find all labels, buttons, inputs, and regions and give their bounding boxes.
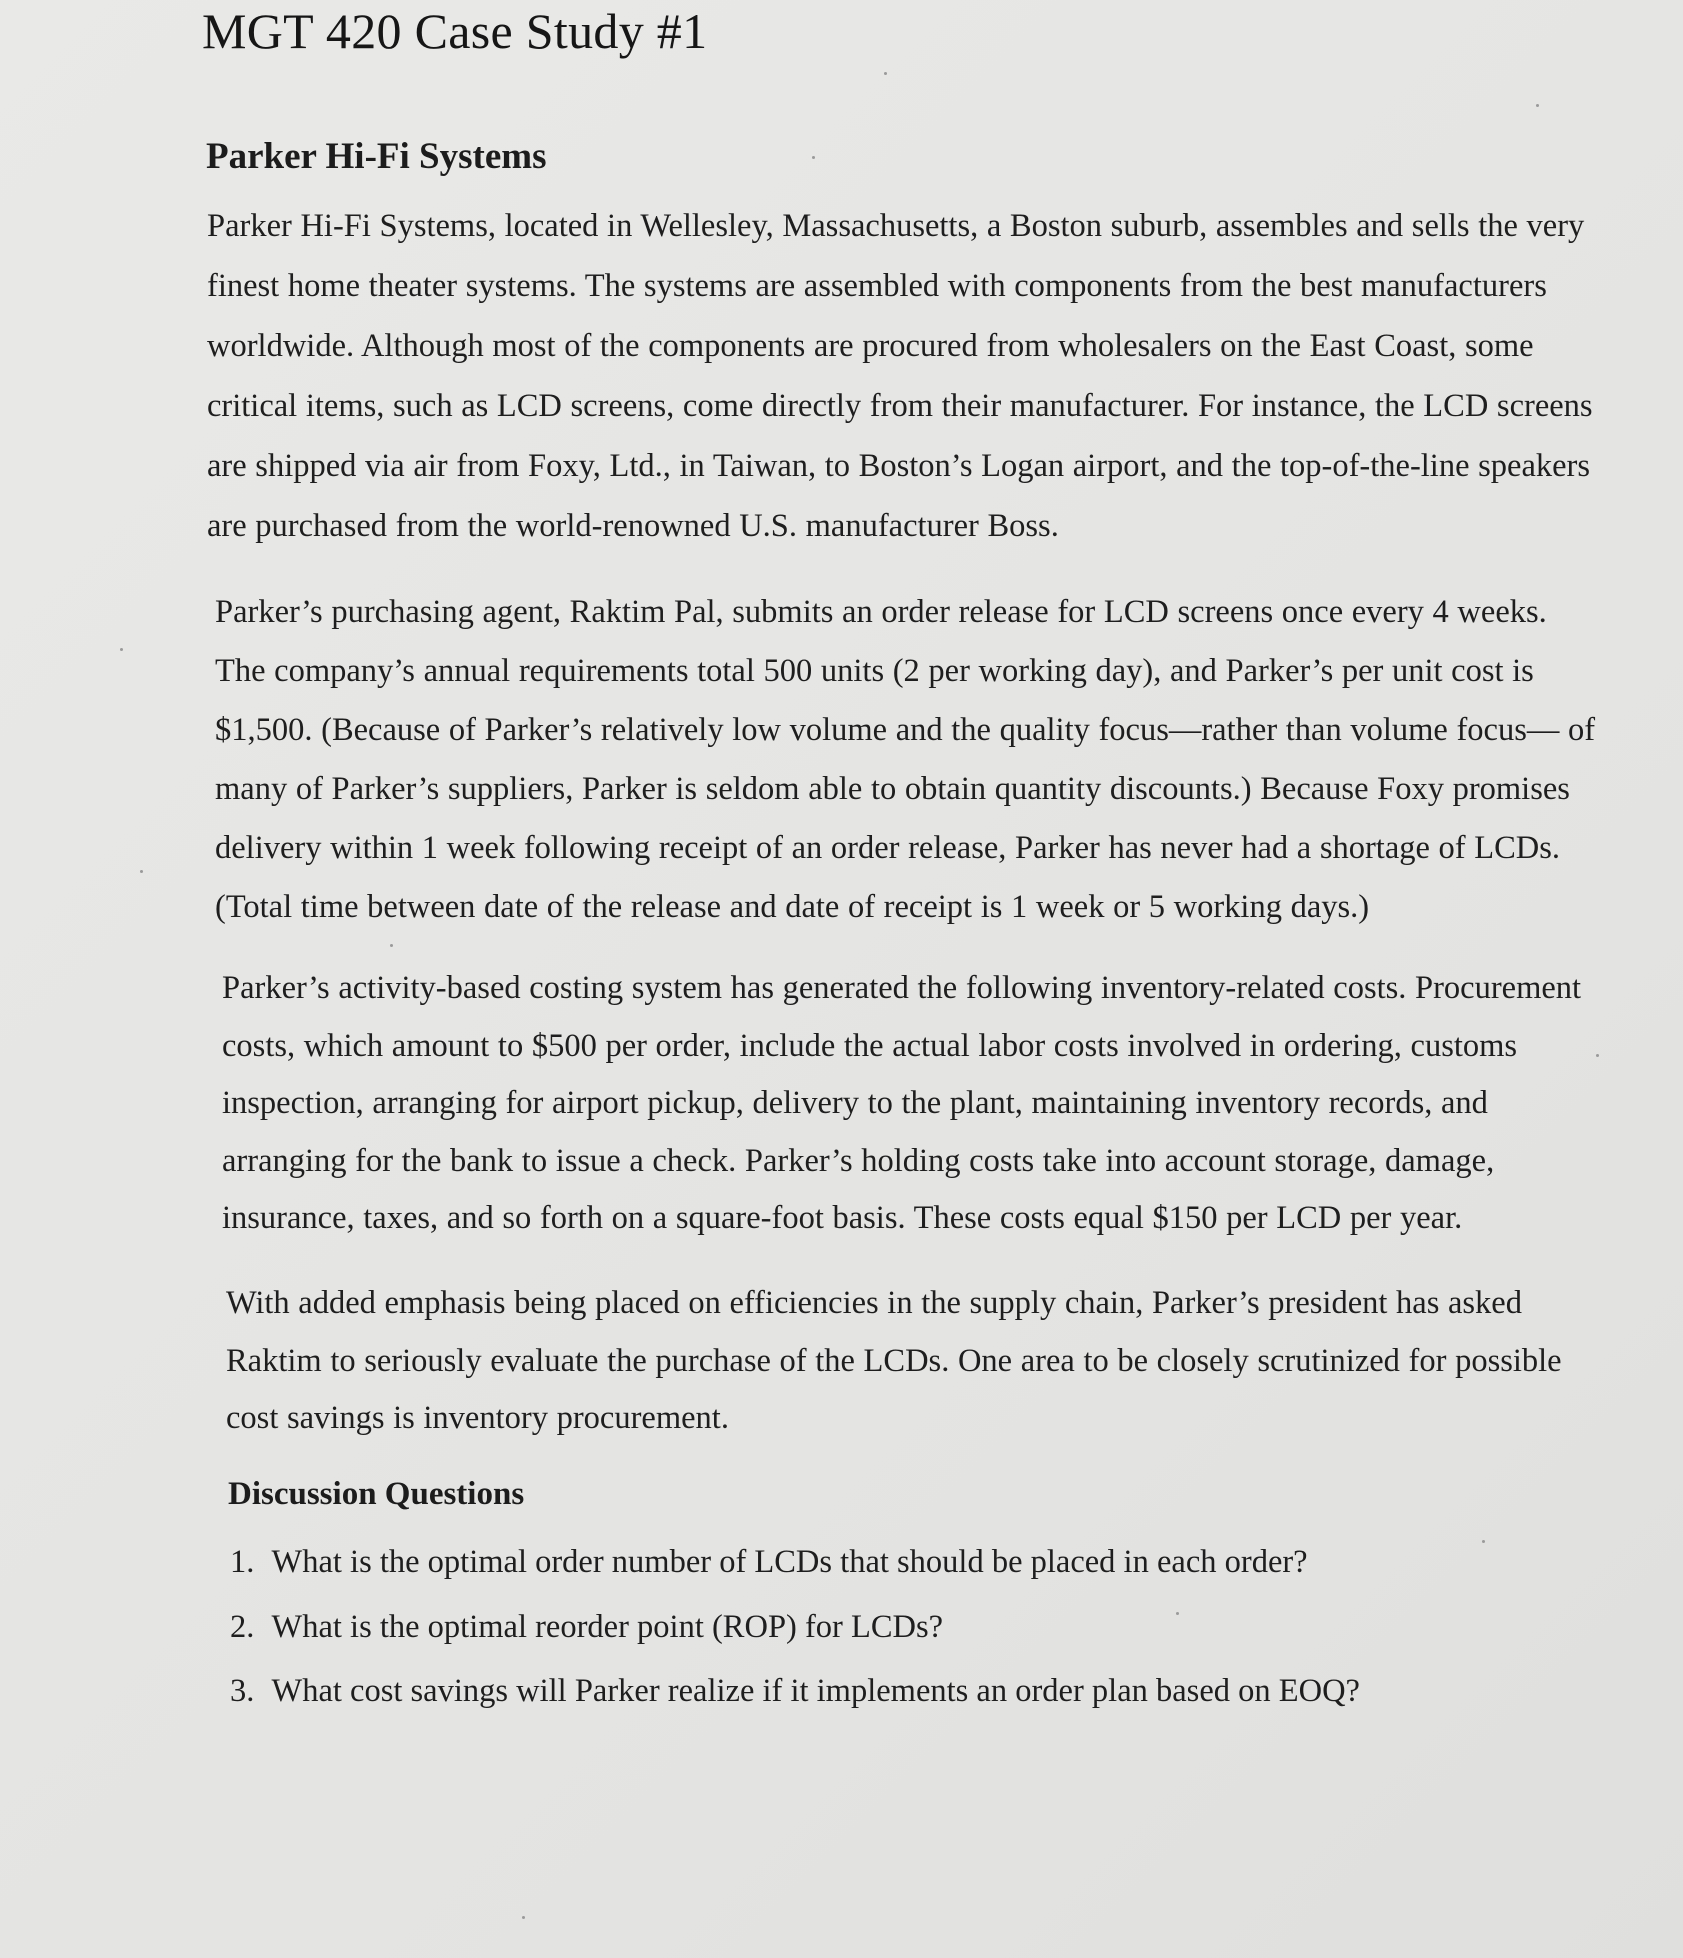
dust-speck [390, 944, 393, 947]
paragraph-emphasis [226, 1275, 1562, 1448]
question-item [230, 1602, 1360, 1667]
document-title: MGT 420 Case Study #1 [202, 3, 708, 59]
text-line: With added emphasis being placed on efficiencies in the supply chain, Parker’s president has asked [226, 1285, 1522, 1321]
dust-speck [1536, 104, 1539, 107]
case-heading: Parker Hi-Fi Systems [206, 136, 547, 177]
text-line: worldwide. Although most of the components are procured from wholesalers on the East Coast, some [207, 328, 1534, 364]
text-line: many of Parker’s suppliers, Parker is seldom able to obtain quantity discounts.) Because Foxy promises [215, 771, 1570, 807]
dust-speck [140, 870, 143, 873]
text-line: insurance, taxes, and so forth on a square-foot basis. These costs equal $150 per LCD per year. [222, 1200, 1463, 1236]
text-line: Raktim to seriously evaluate the purchase of the LCDs. One area to be closely scrutinized for possible [226, 1342, 1562, 1379]
paragraph-intro [207, 196, 1593, 556]
text-line: cost savings is inventory procurement. [226, 1400, 729, 1436]
dust-speck [812, 156, 815, 159]
question-item [230, 1666, 1360, 1731]
text-line: The company’s annual requirements total 500 units (2 per working day), and Parker’s per unit cost is [215, 653, 1534, 689]
discussion-questions-heading: Discussion Questions [228, 1476, 525, 1512]
text-line: Parker’s activity-based costing system has generated the following inventory-related costs. Procurement [222, 970, 1582, 1006]
question-text: What cost savings will Parker realize if it implements an order plan based on EOQ? [271, 1673, 1360, 1709]
text-line: costs, which amount to $500 per order, include the actual labor costs involved in ordering, customs [222, 1027, 1518, 1064]
text-line: critical items, such as LCD screens, come directly from their manufacturer. For instance, the LCD screens [207, 388, 1593, 424]
dust-speck [884, 72, 887, 75]
text-line: Parker Hi-Fi Systems, located in Wellesley, Massachusetts, a Boston suburb, assembles and sells the very [207, 208, 1585, 244]
discussion-questions-list [230, 1537, 1360, 1731]
question-item [230, 1537, 1360, 1602]
dust-speck [522, 1916, 525, 1919]
dust-speck [120, 648, 123, 651]
dust-speck [1482, 1540, 1485, 1543]
text-line: $1,500. (Because of Parker’s relatively low volume and the quality focus—rather than volume focus— of [215, 712, 1596, 748]
question-text: What is the optimal reorder point (ROP) for LCDs? [271, 1608, 944, 1645]
text-line: (Total time between date of the release and date of receipt is 1 week or 5 working days.) [215, 889, 1370, 925]
dust-speck [1176, 1612, 1179, 1615]
question-number: 3. [230, 1673, 255, 1709]
dust-speck [1596, 1054, 1599, 1057]
text-line: delivery within 1 week following receipt of an order release, Parker has never had a shortage of LCDs. [215, 830, 1561, 866]
question-text: What is the optimal order number of LCDs that should be placed in each order? [271, 1544, 1308, 1580]
text-line: inspection, arranging for airport pickup, delivery to the plant, maintaining inventory records, and [222, 1085, 1488, 1121]
question-number: 2. [230, 1608, 255, 1645]
question-number: 1. [230, 1544, 255, 1580]
paragraph-purchasing [215, 583, 1595, 937]
text-line: Parker’s purchasing agent, Raktim Pal, submits an order release for LCD screens once every 4 weeks. [215, 594, 1547, 630]
text-line: are purchased from the world-renowned U.S. manufacturer Boss. [207, 508, 1059, 544]
paragraph-costs [222, 960, 1581, 1248]
text-line: finest home theater systems. The systems are assembled with components from the best manufacturers [207, 268, 1547, 304]
text-line: arranging for the bank to issue a check. Parker’s holding costs take into account storage, damage, [222, 1142, 1495, 1179]
text-line: are shipped via air from Foxy, Ltd., in Taiwan, to Boston’s Logan airport, and the top-of-the-line speakers [207, 448, 1591, 484]
